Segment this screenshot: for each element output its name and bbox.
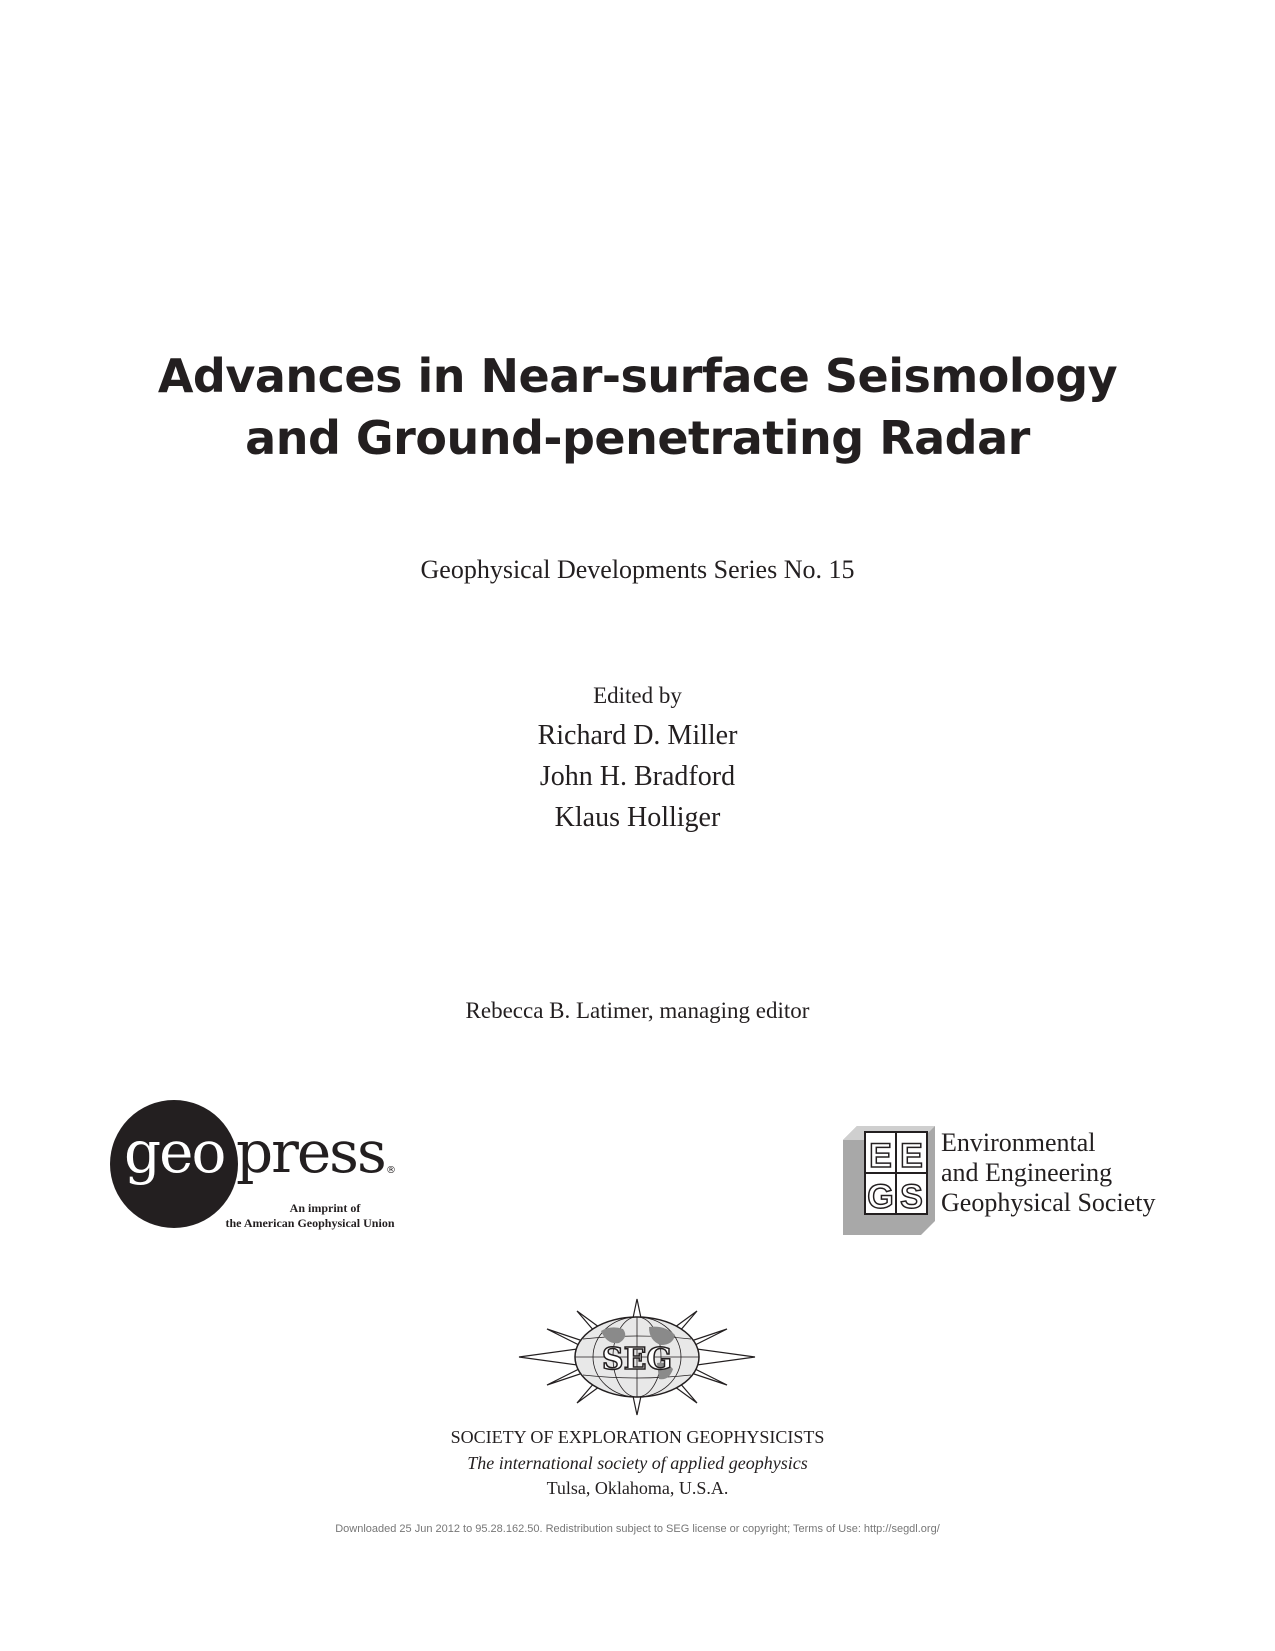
eegs-name-line-1: Environmental [941, 1128, 1096, 1157]
book-title-line-2: and Ground-penetrating Radar [245, 411, 1030, 465]
seg-logo [517, 1297, 757, 1417]
seg-location: Tulsa, Oklahoma, U.S.A. [546, 1478, 729, 1498]
eegs-letter: E [900, 1137, 923, 1175]
editor-name: Klaus Holliger [554, 802, 721, 833]
managing-editor: Rebecca B. Latimer, managing editor [465, 998, 810, 1023]
eegs-name-line-2: and Engineering [941, 1158, 1113, 1187]
seg-society-name: SOCIETY OF EXPLORATION GEOPHYSICISTS [450, 1427, 825, 1447]
eegs-name-line-3: Geophysical Society [941, 1188, 1156, 1217]
editors-list [0, 715, 1275, 838]
book-title [0, 345, 1275, 469]
download-footer: Downloaded 25 Jun 2012 to 95.28.162.50. Redistribution subject to SEG license or copyright; Terms of Use: http://segdl.org/ [335, 1523, 940, 1535]
eegs-letter: G [867, 1178, 894, 1216]
geopress-imprint-line-2: the American Geophysical Union [225, 1216, 395, 1230]
editor-name: Richard D. Miller [537, 720, 738, 751]
geopress-press-text: press [236, 1118, 385, 1186]
seg-tagline: The international society of applied geophysics [467, 1453, 808, 1473]
geopress-geo-text: geo [124, 1118, 225, 1186]
series-label: Geophysical Developments Series No. 15 [420, 555, 855, 584]
eegs-letter: E [869, 1137, 892, 1175]
book-title-line-1: Advances in Near-surface Seismology [157, 349, 1118, 403]
eegs-letter: S [900, 1178, 923, 1216]
geopress-imprint-line-1: An imprint of [289, 1201, 361, 1215]
editor-name: John H. Bradford [539, 761, 736, 792]
seg-logo-text: SEG [601, 1342, 673, 1377]
edited-by-label: Edited by [593, 683, 682, 708]
eegs-name [941, 1128, 1155, 1218]
eegs-emblem [843, 1126, 935, 1235]
registered-mark: ® [386, 1165, 396, 1176]
